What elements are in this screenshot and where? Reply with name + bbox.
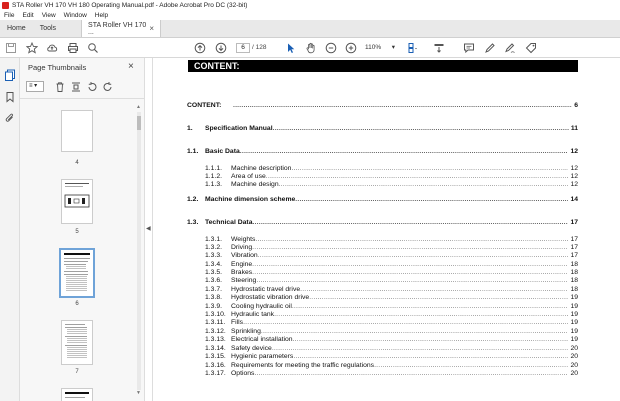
toc-leader-dots	[255, 236, 568, 243]
toc-leader-dots	[293, 353, 568, 360]
toc-entry-title: Driving	[231, 244, 253, 251]
toc-entry-number: CONTENT:	[187, 102, 222, 109]
toc-entry[interactable]	[205, 353, 578, 360]
toc-entry-page: 19	[570, 328, 578, 335]
toc-entry-number: 1.3.12.	[205, 328, 226, 335]
thumbnails-title: Page Thumbnails	[28, 63, 87, 72]
toc-entry-title: Electrical installation	[231, 336, 293, 343]
search-icon[interactable]	[86, 41, 100, 55]
thumbnail-page-content	[62, 321, 92, 364]
tab-close-icon[interactable]: ×	[149, 24, 155, 33]
toc-leader-dots	[274, 311, 568, 318]
toc-leader-dots	[300, 286, 568, 293]
select-cursor-icon[interactable]	[284, 41, 298, 55]
toc-entry[interactable]	[205, 345, 578, 352]
toc-entry-page: 12	[570, 173, 578, 180]
toc-leader-dots	[252, 269, 568, 276]
toc-entry-number: 1.1.	[187, 148, 199, 155]
toc-entry-number: 1.1.2.	[205, 173, 223, 180]
thumbnails-divider	[20, 98, 145, 99]
toc-entry-page: 18	[570, 269, 578, 276]
zoom-value: 110%	[365, 44, 382, 51]
bookmark-star-icon[interactable]	[25, 41, 39, 55]
toc-entry-title: Cooling hydraulic oil	[231, 303, 292, 310]
toc-entry[interactable]	[205, 261, 578, 268]
toc-entry-number: 1.3.6.	[205, 277, 223, 284]
toc-entry[interactable]	[205, 328, 578, 335]
toc-leader-dots	[258, 252, 569, 259]
toc-entry-number: 1.3.15.	[205, 353, 226, 360]
tab-tools[interactable]: Tools	[39, 25, 57, 32]
zoom-out-icon[interactable]	[324, 41, 338, 55]
toc-leader-dots	[261, 328, 569, 335]
scroll-up-icon[interactable]: ▲	[136, 104, 141, 110]
thumbnail-page-content	[61, 250, 93, 296]
toc-leader-dots	[279, 181, 569, 188]
tab-document[interactable]	[81, 20, 161, 37]
menu-help[interactable]: Help	[94, 11, 109, 19]
toc-entry[interactable]	[205, 165, 578, 172]
toc-entry-number: 1.3.11.	[205, 319, 226, 326]
menu-file[interactable]: File	[4, 11, 15, 19]
toc-entry-page: 19	[570, 311, 578, 318]
toc-entry-number: 1.1.1.	[205, 165, 223, 172]
toc-leader-dots	[272, 345, 569, 352]
insert-page-icon[interactable]	[70, 81, 82, 93]
toc-entry[interactable]	[205, 370, 578, 377]
rotate-right-icon[interactable]	[102, 81, 114, 93]
thumbnail-page-selected[interactable]	[59, 248, 95, 298]
toc-entry-title: Safety device	[231, 345, 272, 352]
toc-entry-number: 1.3.17.	[205, 370, 226, 377]
thumbnail-page-number: 7	[75, 369, 79, 375]
content-banner: CONTENT:	[188, 60, 578, 72]
toc-entry-page: 20	[570, 353, 578, 360]
delete-trash-icon[interactable]	[54, 81, 66, 93]
toc-entry-title: Fills	[231, 319, 244, 326]
acrobat-icon	[2, 2, 9, 9]
toolbar	[0, 38, 620, 58]
thumbnail-page[interactable]	[61, 388, 93, 401]
next-page-icon[interactable]	[214, 41, 228, 55]
toc-entry-page: 17	[570, 236, 578, 243]
bookmarks-icon[interactable]	[4, 91, 16, 103]
toc-leader-dots	[252, 219, 568, 226]
toc-entry-page: 17	[570, 252, 578, 259]
toc-entry-number: 1.3.13.	[205, 336, 226, 343]
toc-leader-dots	[243, 319, 568, 326]
tab-document-label: STA Roller VH 170 ...	[88, 21, 147, 36]
toc-entry-title: Vibration	[231, 252, 258, 259]
page-edge	[152, 58, 153, 401]
comment-icon[interactable]	[462, 41, 476, 55]
upload-cloud-icon[interactable]	[45, 41, 59, 55]
toc-entry[interactable]	[205, 319, 578, 326]
navigation-rail	[0, 58, 20, 401]
page-total: / 128	[252, 44, 267, 51]
thumbnail-page-number: 6	[75, 301, 79, 307]
toc-entry-page: 19	[570, 294, 578, 301]
toc-entry-title: Machine description	[231, 165, 292, 172]
toc-leader-dots	[233, 102, 572, 109]
toc-entry-page: 14	[570, 196, 578, 203]
toc-entry-number: 1.1.3.	[205, 181, 223, 188]
toc-entry[interactable]	[187, 196, 578, 203]
toc-entry-page: 11	[570, 125, 578, 132]
toc-entry-number: 1.3.1.	[205, 236, 223, 243]
previous-page-icon[interactable]	[193, 41, 207, 55]
toc-entry-title: Specification Manual	[205, 125, 273, 132]
toc-entry-number: 1.3.14.	[205, 345, 226, 352]
scroll-track[interactable]	[137, 112, 141, 390]
toc-entry-page: 19	[570, 336, 578, 343]
scroll-mode-icon[interactable]	[432, 41, 446, 55]
toc-entry[interactable]	[205, 244, 578, 251]
title-bar	[0, 0, 620, 10]
toc-entry-page: 18	[570, 277, 578, 284]
thumbnails-panel	[20, 58, 145, 401]
toc-entry-title: Requirements for meeting the traffic regulations	[231, 362, 375, 369]
toc-entry-page: 20	[570, 345, 578, 352]
menu-view[interactable]: View	[41, 11, 56, 19]
toc-entry-page: 17	[570, 244, 578, 251]
toc-entry-number: 1.3.10.	[205, 311, 226, 318]
toc-leader-dots	[293, 336, 569, 343]
toc-entry-page: 18	[570, 286, 578, 293]
thumbnails-toolbar	[26, 81, 136, 95]
toc-leader-dots	[256, 277, 568, 284]
scroll-down-icon[interactable]: ▼	[136, 390, 141, 396]
collapse-panel-icon[interactable]: ◀	[146, 226, 151, 232]
toc-entry-title: Hydraulic tank	[231, 311, 275, 318]
toc-entry-page: 18	[570, 261, 578, 268]
toc-entry-number: 1.3.	[187, 219, 199, 226]
document-view[interactable]	[152, 58, 620, 401]
toc-entry[interactable]	[187, 102, 578, 109]
page-thumbnails-icon[interactable]	[4, 69, 16, 81]
toc-entry-title: Hydrostatic travel drive	[231, 286, 301, 293]
toc-entry-title: Brakes	[231, 269, 253, 276]
toc-entry[interactable]	[205, 286, 578, 293]
thumbnail-page-number: 5	[75, 229, 79, 235]
tab-home[interactable]: Home	[7, 25, 26, 32]
rotate-left-icon[interactable]	[86, 81, 98, 93]
toc-entry-title: Engine	[231, 261, 253, 268]
chevron-down-icon: ▾	[391, 44, 395, 51]
toc-leader-dots	[254, 370, 568, 377]
tab-bar	[0, 20, 620, 38]
toc-entry-number: 1.3.2.	[205, 244, 223, 251]
thumbnail-page[interactable]	[61, 320, 93, 365]
menu-window[interactable]: Window	[63, 11, 87, 19]
toc-entry-number: 1.2.	[187, 196, 199, 203]
hand-tool-icon[interactable]	[304, 41, 318, 55]
toc-entry[interactable]	[205, 173, 578, 180]
toc-leader-dots	[252, 244, 568, 251]
zoom-select[interactable]	[365, 43, 397, 53]
toc-entry-title: Technical Data	[205, 219, 253, 226]
toc-entry-page: 19	[570, 303, 578, 310]
menu-bar	[0, 10, 620, 20]
toc-leader-dots	[292, 303, 569, 310]
toc-entry-number: 1.3.16.	[205, 362, 226, 369]
toc-leader-dots	[252, 261, 568, 268]
scroll-thumb[interactable]	[137, 116, 141, 130]
toc-entry-title: Options	[231, 370, 255, 377]
toc-entry-title: Area of use	[231, 173, 266, 180]
save-icon[interactable]	[4, 41, 18, 55]
toc-entry-number: 1.3.4.	[205, 261, 223, 268]
toc-entry[interactable]	[205, 277, 578, 284]
toc-entry[interactable]	[205, 252, 578, 259]
thumbnails-scrollbar[interactable]	[136, 104, 141, 396]
toc-leader-dots	[309, 294, 568, 301]
toc-entry-number: 1.3.3.	[205, 252, 223, 259]
toc-entry-number: 1.	[187, 125, 193, 132]
toc-entry[interactable]	[205, 362, 578, 369]
thumbnail-page-number: 4	[75, 160, 79, 166]
thumbnail-page-content	[62, 180, 92, 223]
toc-entry-title: Weights	[231, 236, 256, 243]
toc-entry[interactable]	[187, 148, 578, 155]
toc-entry[interactable]	[187, 125, 578, 132]
toc-entry-title: Machine design	[231, 181, 279, 188]
toc-entry-page: 19	[570, 319, 578, 326]
toc-entry[interactable]	[205, 311, 578, 318]
print-icon[interactable]	[66, 41, 80, 55]
toc-entry[interactable]	[205, 294, 578, 301]
toc-entry-title: Basic Data	[205, 148, 240, 155]
page-number-input[interactable]: 6	[236, 43, 250, 53]
draw-sign-icon[interactable]	[503, 41, 517, 55]
attachments-paperclip-icon[interactable]	[4, 112, 16, 124]
toc-entry[interactable]	[187, 219, 578, 226]
zoom-in-icon[interactable]	[344, 41, 358, 55]
toc-entry[interactable]	[205, 269, 578, 276]
toc-leader-dots	[295, 196, 568, 203]
toc-entry-page: 6	[574, 102, 578, 109]
close-icon[interactable]: ×	[128, 61, 134, 72]
toc-leader-dots	[291, 165, 568, 172]
toc-entry[interactable]	[205, 181, 578, 188]
toc-entry-page: 20	[570, 362, 578, 369]
document-scrollbar[interactable]	[612, 58, 620, 401]
toc-leader-dots	[273, 125, 569, 132]
toc-entry-page: 12	[570, 165, 578, 172]
window-title: STA Roller VH 170 VH 180 Operating Manual.pdf - Adobe Acrobat Pro DC (32-bit)	[12, 1, 248, 9]
toc-entry-title: Steering	[231, 277, 257, 284]
thumbnail-page-content	[62, 389, 92, 401]
toc-entry-page: 17	[570, 219, 578, 226]
page-layout-icon[interactable]	[406, 41, 420, 55]
toc-entry-page: 12	[570, 148, 578, 155]
toc-entry-title: Sprinkling	[231, 328, 261, 335]
toc-entry-number: 1.3.8.	[205, 294, 223, 301]
toc-entry-number: 1.3.5.	[205, 269, 223, 276]
toc-leader-dots	[266, 173, 569, 180]
toc-entry-number: 1.3.9.	[205, 303, 223, 310]
toc-leader-dots	[240, 148, 569, 155]
toc-entry[interactable]	[205, 336, 578, 343]
toc-entry-page: 20	[570, 370, 578, 377]
highlight-pen-icon[interactable]	[483, 41, 497, 55]
toc-entry-page: 12	[570, 181, 578, 188]
toc-leader-dots	[374, 362, 568, 369]
thumbnail-page[interactable]	[61, 110, 93, 152]
toc-entry[interactable]	[205, 303, 578, 310]
thumbnail-options-dropdown[interactable]: ≡ ▾	[26, 81, 44, 92]
thumbnail-page[interactable]	[61, 179, 93, 224]
toc-entry[interactable]	[205, 236, 578, 243]
toc-entry-title: Hydrostatic vibration drive	[231, 294, 310, 301]
toc-entry-title: Hygienic parameters	[231, 353, 294, 360]
fill-sign-icon[interactable]	[524, 41, 538, 55]
menu-edit[interactable]: Edit	[22, 11, 34, 19]
toc-entry-title: Machine dimension scheme	[205, 196, 296, 203]
toc-entry-number: 1.3.7.	[205, 286, 223, 293]
